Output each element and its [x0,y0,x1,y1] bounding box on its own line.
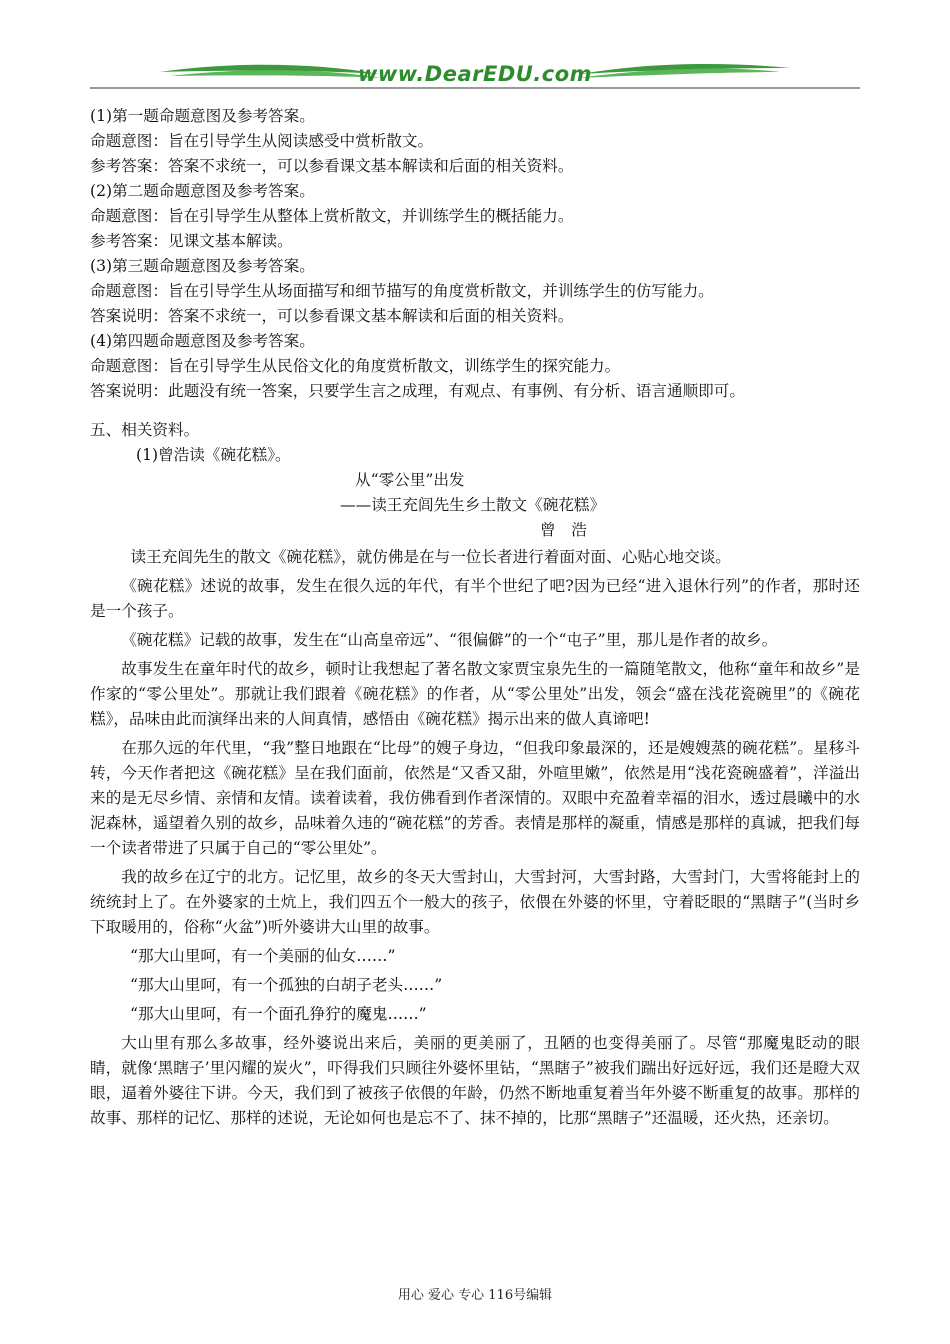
article-title: 从“零公里”出发 [355,471,465,489]
article-author: 曾 浩 [540,521,587,539]
answer-line: 答案说明：答案不求统一，可以参看课文基本解读和后面的相关资料。 [90,307,574,325]
body-paragraph: 《碗花糕》述说的故事，发生在很久远的年代，有半个世纪了吧?因为已经“进入退休行列”的作者，那时还是一个孩子。 [90,577,860,620]
page-content [90,104,860,1131]
body-paragraph: 故事发生在童年时代的故乡，顿时让我想起了著名散文家贾宝泉先生的一篇随笔散文，他称“童年和故乡”是作家的“零公里处”。那就让我们跟着《碗花糕》的作者，从“零公里处”出发，领会“盛在浅花瓷碗里”的《碗花糕》，品味由此而演绎出来的人间真情，感悟由《碗花糕》揭示出来的做人真谛吧! [90,660,860,728]
answer-line: 命题意图：旨在引导学生从阅读感受中赏析散文。 [90,132,434,150]
answer-line: 命题意图：旨在引导学生从场面描写和细节描写的角度赏析散文，并训练学生的仿写能力。 [90,282,714,300]
section-heading: 五、相关资料。 [90,421,200,439]
page-header [90,58,860,94]
answer-line: (1)第一题命题意图及参考答案。 [90,107,315,125]
answer-line: 参考答案：见课文基本解读。 [90,232,293,250]
answer-line: 参考答案：答案不求统一，可以参看课文基本解读和后面的相关资料。 [90,157,574,175]
quote-line: “那大山里呵，有一个面孔狰狞的魔鬼……” [130,1005,427,1023]
answer-line: 命题意图：旨在引导学生从整体上赏析散文，并训练学生的概括能力。 [90,207,574,225]
body-paragraph: 读王充闾先生的散文《碗花糕》，就仿佛是在与一位长者进行着面对面、心贴心地交谈。 [130,548,731,566]
answer-line: (4)第四题命题意图及参考答案。 [90,332,315,350]
answer-line: (3)第三题命题意图及参考答案。 [90,257,315,275]
quote-line: “那大山里呵，有一个孤独的白胡子老头……” [130,976,443,994]
site-logo-text: www.DearEDU.com [357,62,593,86]
answer-line: (2)第二题命题意图及参考答案。 [90,182,315,200]
answer-line: 命题意图：旨在引导学生从民俗文化的角度赏析散文，训练学生的探究能力。 [90,357,621,375]
body-paragraph: 《碗花糕》记载的故事，发生在“山高皇帝远”、“很偏僻”的一个“屯子”里，那儿是作者的故乡。 [121,631,778,649]
answer-line: 答案说明：此题没有统一答案，只要学生言之成理，有观点、有事例、有分析、语言通顺即可。 [90,382,745,400]
body-paragraph: 在那久远的年代里，“我”整日地跟在“比母”的嫂子身边，“但我印象最深的，还是嫂嫂蒸的碗花糕”。星移斗转，今天作者把这《碗花糕》呈在我们面前，依然是“又香又甜，外喧里嫩”，依然是用“浅花瓷碗盛着”，洋溢出来的是无尽乡情、亲情和友情。读着读着，我仿佛看到作者深情的。双眼中充盈着幸福的泪水，透过晨曦中的水泥森林，遥望着久别的故乡，品味着久违的“碗花糕”的芳香。表情是那样的凝重，情感是那样的真诚，把我们每一个读者带进了只属于自己的“零公里处”。 [90,739,860,857]
quote-line: “那大山里呵，有一个美丽的仙女……” [130,947,396,965]
article-subtitle: ——读王充闾先生乡土散文《碗花糕》 [340,496,606,514]
page-footer: 用心 爱心 专心 116号编辑 [397,1288,553,1303]
body-paragraph: 我的故乡在辽宁的北方。记忆里，故乡的冬天大雪封山，大雪封河，大雪封路，大雪封门，大雪将能封上的统统封上了。在外婆家的土炕上，我们四五个一般大的孩子，依偎在外婆的怀里，守着眨眼的“黑瞎子”(当时乡下取暖用的，俗称“火盆”)听外婆讲大山里的故事。 [90,868,860,936]
section-subheading: (1)曾浩读《碗花糕》。 [136,446,291,464]
body-paragraph: 大山里有那么多故事，经外婆说出来后，美丽的更美丽了，丑陋的也变得美丽了。尽管“那魔鬼眨动的眼睛，就像‘黑瞎子’里闪耀的炭火”，吓得我们只顾往外婆怀里钻，“黑瞎子”被我们踹出好远好远，我们还是瞪大双眼，逼着外婆往下讲。今天，我们到了被孩子依偎的年龄，仍然不断地重复着当年外婆不断重复的故事。那样的故事、那样的记忆、那样的述说，无论如何也是忘不了、抹不掉的，比那“黑瞎子”还温暖，还火热，还亲切。 [90,1034,860,1127]
